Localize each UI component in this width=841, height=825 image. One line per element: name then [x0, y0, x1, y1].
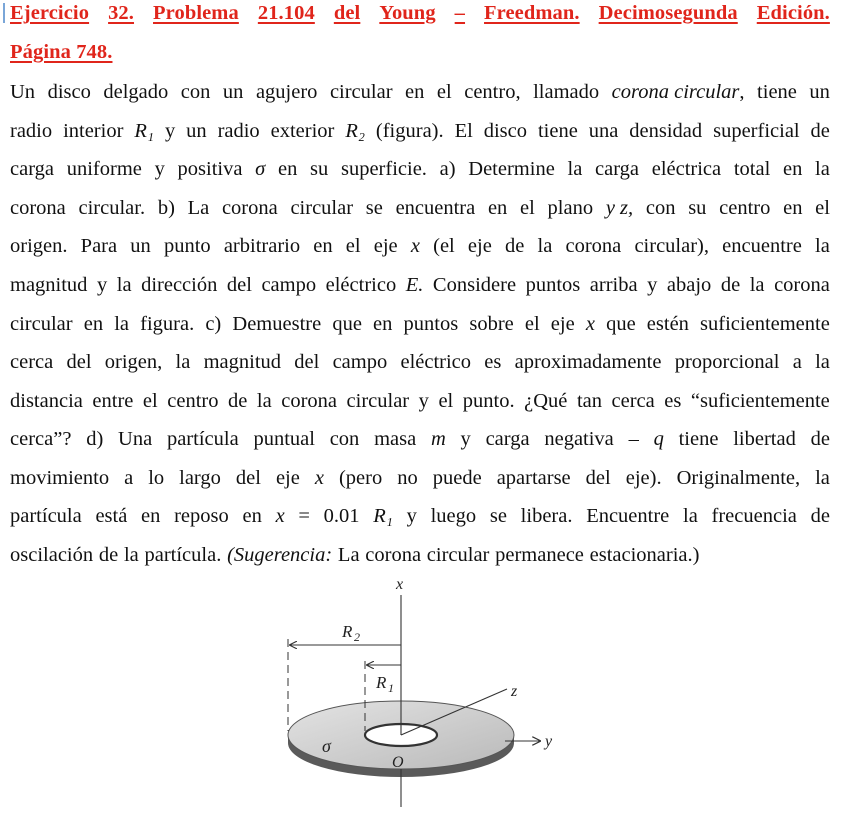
paragraph-word: origen. [10, 235, 68, 257]
paragraph-word: Determine [468, 158, 555, 180]
paragraph-word: campo [261, 274, 317, 296]
paragraph-word: el [438, 390, 454, 412]
paragraph-word: del [226, 274, 252, 296]
paragraph-word: que [606, 313, 636, 335]
r2-label: R [342, 622, 353, 641]
paragraph-line [10, 466, 830, 490]
paragraph-word: Considere [432, 274, 517, 296]
heading-word: Edición. [756, 2, 830, 24]
paragraph-line [10, 273, 830, 297]
paragraph-line [10, 157, 830, 181]
paragraph-word: cerca”? [10, 428, 72, 450]
heading-word: 21.104 [257, 2, 315, 24]
paragraph-word: exterior [270, 120, 335, 142]
paragraph-word: la [815, 351, 830, 373]
paragraph-word: La [187, 197, 210, 219]
paragraph-word: la [175, 351, 191, 373]
paragraph-word: circular. [78, 197, 146, 219]
paragraph-word: partícula. [144, 544, 222, 566]
paragraph-word: la [116, 274, 132, 296]
paragraph-word: corona [565, 235, 622, 257]
paragraph-word: R₂ [345, 120, 365, 142]
r1-label: R [376, 673, 387, 692]
heading-word: Decimosegunda [598, 2, 738, 24]
annular-disk-figure [270, 575, 570, 820]
paragraph-word: el [345, 235, 361, 257]
paragraph-word: σ [255, 158, 266, 180]
paragraph-word: y [460, 428, 471, 450]
paragraph-word: encuentre [722, 235, 802, 257]
paragraph-word: eje [275, 467, 300, 489]
paragraph-word: radio [10, 120, 53, 142]
paragraph-word: magnitud [203, 351, 282, 373]
paragraph-word: largo [179, 467, 221, 489]
paragraph-word: m [430, 428, 446, 450]
paragraph-word: centro [719, 197, 771, 219]
paragraph-word: un [809, 81, 830, 103]
paragraph-word: d) [86, 428, 104, 450]
paragraph-word: la [567, 158, 583, 180]
paragraph-word: con [645, 197, 676, 219]
paragraph-word: disco [483, 120, 528, 142]
paragraph-word: estén [646, 313, 689, 335]
paragraph-word: x [410, 235, 420, 257]
paragraph-word: frecuencia [711, 505, 797, 527]
paragraph-word: campo [332, 351, 388, 373]
paragraph-word: centro, [464, 81, 521, 103]
paragraph-word: delgado [103, 81, 169, 103]
paragraph-word: en [277, 158, 298, 180]
paragraph-word: la [815, 235, 830, 257]
paragraph-word: dirección [141, 274, 218, 296]
paragraph-line [10, 196, 830, 220]
paragraph-word: estacionaria.) [589, 544, 700, 566]
paragraph-word: radio [217, 120, 260, 142]
paragraph-word: el [436, 81, 452, 103]
paragraph-word: corona [365, 544, 422, 566]
paragraph-word: del [294, 351, 320, 373]
paragraph-word: su [310, 158, 329, 180]
paragraph-word: está [95, 505, 128, 527]
paragraph-word: tan [576, 390, 602, 412]
paragraph-word: eléctrico [325, 274, 397, 296]
paragraph-word: la [123, 544, 139, 566]
paragraph-word: partícula [10, 505, 82, 527]
paragraph-word: la [114, 313, 129, 335]
paragraph-word: eje [550, 313, 575, 335]
paragraph-word: libertad [733, 428, 796, 450]
paragraph-word: eléctrica [651, 158, 722, 180]
paragraph-word: del [66, 351, 92, 373]
paragraph-word: corona [774, 274, 830, 296]
paragraph-word: luego [430, 505, 477, 527]
paragraph-word: eje [467, 235, 492, 257]
paragraph-word: un [130, 235, 151, 257]
paragraph-word: se [365, 197, 383, 219]
paragraph-word: arbitrario [223, 235, 301, 257]
paragraph-word: no [397, 467, 418, 489]
paragraph-word: 0.01 [323, 505, 360, 527]
paragraph-word: de [505, 235, 525, 257]
paragraph-word: superficie. [340, 158, 427, 180]
paragraph-word: encuentra [395, 197, 476, 219]
paragraph-word: superficial [713, 120, 800, 142]
paragraph-word: la [815, 467, 830, 489]
paragraph-line [10, 80, 830, 104]
r2-subscript: 2 [354, 630, 360, 644]
paragraph-word: y [96, 274, 108, 296]
paragraph-word: en [487, 197, 508, 219]
paragraph-word: tiene [537, 120, 578, 142]
paragraph-word: es [664, 390, 682, 412]
paragraph-word: la [256, 390, 272, 412]
paragraph-word: carga [595, 158, 640, 180]
paragraph-word: magnitud [10, 274, 88, 296]
heading-word: Young [379, 2, 436, 24]
paragraph-word: entre [92, 390, 134, 412]
paragraph-word: La [337, 544, 360, 566]
paragraph-word: arriba [589, 274, 638, 296]
paragraph-word: uniforme [66, 158, 142, 180]
paragraph-word: en [405, 81, 425, 103]
origin-label: O [392, 754, 404, 771]
paragraph-word: centro [167, 390, 219, 412]
paragraph-word: lo [148, 467, 165, 489]
paragraph-word: distancia [10, 390, 83, 412]
paragraph-word: “suficientemente [690, 390, 830, 412]
paragraph-word: suficientemente [700, 313, 830, 335]
paragraph-word: oscilación [10, 544, 94, 566]
paragraph-word: total [733, 158, 771, 180]
paragraph-word: y [154, 158, 165, 180]
paragraph-word: se [489, 505, 507, 527]
paragraph-word: corona [281, 390, 338, 412]
paragraph-word: Un [10, 81, 36, 103]
annular-disk-diagram [270, 575, 570, 820]
paragraph-word: libera. [520, 505, 573, 527]
paragraph-word: su [688, 197, 707, 219]
paragraph-word: x [585, 313, 595, 335]
paragraph-word: y [406, 505, 417, 527]
paragraph-word: en [83, 313, 104, 335]
paragraph-word: (el [433, 235, 455, 257]
paragraph-word: circular [346, 390, 410, 412]
paragraph-word: x [314, 467, 324, 489]
paragraph-word: en [313, 235, 333, 257]
paragraph-word: y [164, 120, 176, 142]
paragraph-word: = [298, 505, 310, 527]
paragraph-word: Originalmente, [676, 467, 801, 489]
heading-word: Problema [153, 2, 239, 24]
paragraph-word: negativa [544, 428, 614, 450]
paragraph-word: una [588, 120, 619, 142]
heading-word: – [454, 2, 466, 24]
paragraph-word: del [235, 467, 261, 489]
paragraph-word: de [98, 544, 119, 566]
paragraph-word: el [524, 313, 540, 335]
paragraph-word: x [275, 505, 285, 527]
paragraph-word: un [186, 120, 207, 142]
paragraph-word: reposo [174, 505, 229, 527]
paragraph-word: a [792, 351, 802, 373]
paragraph-word: de [810, 428, 830, 450]
paragraph-word: circular), [634, 235, 709, 257]
z-axis-label: z [511, 683, 518, 700]
paragraph-word: la [537, 235, 553, 257]
paragraph-word: es [484, 351, 502, 373]
heading-word: 32. [108, 2, 135, 24]
paragraph-word: El [454, 120, 473, 142]
paragraph-word: positiva [177, 158, 243, 180]
paragraph-word: el [142, 390, 158, 412]
text-cursor-marker [3, 3, 5, 23]
paragraph-line [10, 350, 830, 374]
paragraph-word: figura. [140, 313, 195, 335]
paragraph-word: cerca [10, 351, 54, 373]
paragraph-word: y z, [605, 197, 634, 219]
paragraph-word: proporcional [674, 351, 780, 373]
paragraph-word: carga [485, 428, 530, 450]
paragraph-word: eléctrico [400, 351, 472, 373]
paragraph-word: corona [221, 197, 278, 219]
paragraph-word: abajo [666, 274, 712, 296]
paragraph-line [10, 543, 830, 567]
paragraph-word: eje [373, 235, 398, 257]
paragraph-word: circular [290, 197, 354, 219]
paragraph-word: a) [439, 158, 456, 180]
exercise-heading-line-2: Página 748. [10, 41, 113, 63]
heading-word: del [333, 2, 361, 24]
paragraph-line [10, 504, 830, 528]
paragraph-line [10, 389, 830, 413]
paragraph-line [10, 234, 830, 258]
paragraph-word: puntos [403, 313, 459, 335]
paragraph-word: permanece [495, 544, 584, 566]
paragraph-word: de [810, 505, 830, 527]
paragraph-word: masa [374, 428, 417, 450]
paragraph-word: del [585, 467, 611, 489]
paragraph-word: Una [118, 428, 153, 450]
paragraph-word: origen, [104, 351, 163, 373]
paragraph-word: b) [157, 197, 175, 219]
paragraph-word: el [520, 197, 535, 219]
heading-word: Freedman. [484, 2, 580, 24]
paragraph-word: Para [80, 235, 118, 257]
paragraph-word: punto. [462, 390, 515, 412]
y-axis-label: y [545, 733, 553, 750]
paragraph-word: partícula [166, 428, 239, 450]
paragraph-word: movimiento [10, 467, 110, 489]
paragraph-word: (figura). [375, 120, 444, 142]
exercise-heading-line-1 [10, 2, 830, 25]
paragraph-word: la [683, 505, 698, 527]
paragraph-word: ¿Qué [524, 390, 568, 412]
paragraph-word: – [628, 428, 639, 450]
paragraph-word: Encuentre [586, 505, 670, 527]
paragraph-word: puntos [525, 274, 581, 296]
paragraph-word: tiene [678, 428, 719, 450]
paragraph-word: agujero [255, 81, 318, 103]
sigma-label: σ [322, 736, 331, 756]
paragraph-line [10, 119, 830, 143]
paragraph-word: y [647, 274, 658, 296]
paragraph-word: aproximadamente [514, 351, 662, 373]
paragraph-word: sobre [469, 313, 514, 335]
paragraph-word: con [329, 428, 360, 450]
paragraph-word: carga [10, 158, 55, 180]
paragraph-word: la [815, 158, 830, 180]
paragraph-line [10, 427, 830, 451]
paragraph-word: (Sugerencia: [227, 544, 333, 566]
paragraph-word: circular [329, 81, 393, 103]
paragraph-word: R₁ [373, 505, 393, 527]
r1-subscript: 1 [388, 681, 394, 695]
paragraph-word: la [749, 274, 765, 296]
paragraph-word: tiene [757, 81, 797, 103]
paragraph-word: E. [405, 274, 424, 296]
paragraph-word: a [124, 467, 134, 489]
paragraph-word: el [815, 197, 830, 219]
paragraph-word: R₁ [134, 120, 154, 142]
paragraph-word: en [242, 505, 262, 527]
paragraph-word: puntual [253, 428, 315, 450]
paragraph-word: corona circular, [611, 81, 745, 103]
paragraph-word: Demuestre [232, 313, 322, 335]
paragraph-word: (pero [338, 467, 383, 489]
paragraph-word: puede [432, 467, 482, 489]
paragraph-word: densidad [629, 120, 703, 142]
paragraph-word: de [810, 120, 830, 142]
paragraph-word: circular [10, 313, 73, 335]
paragraph-word: apartarse [496, 467, 571, 489]
paragraph-word: corona [10, 197, 66, 219]
paragraph-word: q [653, 428, 664, 450]
paragraph-word: cerca [611, 390, 655, 412]
paragraph-word: en [783, 197, 803, 219]
paragraph-word: en [141, 505, 161, 527]
paragraph-word: de [228, 390, 248, 412]
paragraph-word: c) [205, 313, 222, 335]
x-axis-label: x [396, 576, 404, 593]
paragraph-word: plano [547, 197, 594, 219]
paragraph-word: interior [63, 120, 124, 142]
paragraph-word: con [180, 81, 211, 103]
paragraph-word: disco [47, 81, 91, 103]
paragraph-word: punto [163, 235, 211, 257]
paragraph-word: que [332, 313, 362, 335]
paragraph-word: circular [426, 544, 490, 566]
paragraph-word: y [418, 390, 429, 412]
heading-word: Ejercicio [10, 2, 90, 24]
paragraph-word: eje). [625, 467, 662, 489]
paragraph-word: llamado [533, 81, 600, 103]
paragraph-word: en [373, 313, 393, 335]
paragraph-line [10, 312, 830, 336]
paragraph-word: en [782, 158, 803, 180]
paragraph-word: de [720, 274, 741, 296]
paragraph-word: un [222, 81, 244, 103]
